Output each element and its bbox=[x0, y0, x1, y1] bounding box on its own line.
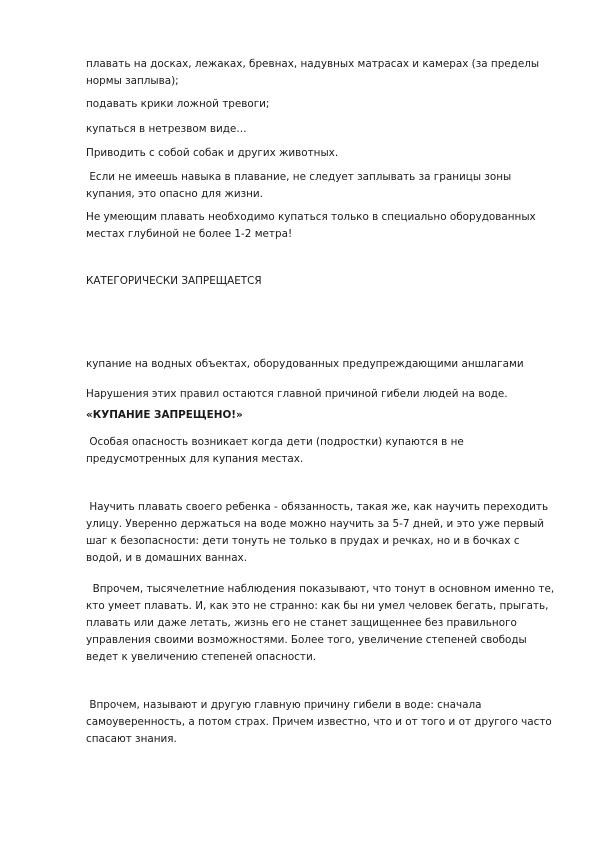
paragraph-6: Не умеющим плавать необходимо купаться только в специально оборудованных местах глубиной не более 1-2 метра! bbox=[86, 211, 540, 240]
paragraph-4: Приводить с собой собак и других животных. bbox=[86, 147, 339, 159]
paragraph-3: купаться в нетрезвом виде… bbox=[86, 123, 247, 135]
paragraph-8: Особая опасность возникает когда дети (подростки) купаются в не предусмотренных для купания местах. bbox=[86, 436, 468, 465]
paragraph-5: Если не имеешь навыка в плавание, не следует заплывать за границы зоны купания, это опасно для жизни. bbox=[86, 171, 515, 200]
paragraph-11: Впрочем, называют и другую главную причину гибели в воде: сначала самоуверенность, а потом страх. Причем известно, что и от того и от другого часто спасают знания. bbox=[86, 699, 556, 745]
paragraph-2: подавать крики ложной тревоги; bbox=[86, 98, 270, 110]
paragraph-1: плавать на досках, лежаках, бревнах, надувных матрасах и камерах (за пределы нормы заплыва); bbox=[86, 58, 543, 87]
paragraph-9: Научить плавать своего ребенка - обязанность, такая же, как научить переходить улицу. Уверенно держаться на воде можно научить за 5-7 дней, и это уже первый шаг к безопасности: дети тонуть не только в прудах и речках, но и в бочках с водой, и в домашних ваннах. bbox=[86, 501, 552, 564]
section-heading: КАТЕГОРИЧЕСКИ ЗАПРЕЩАЕТСЯ bbox=[86, 275, 262, 287]
paragraph-10: Впрочем, тысячелетние наблюдения показывают, что тонут в основном именно те, кто умеет плавать. И, как это не странно: как бы ни умел человек бегать, прыгать, плавать или даже летать, жизнь его не станет защищеннее без правильного управления своими возможностями. Более того, увеличение степеней свободы ведет к увеличению степеней опасности. bbox=[86, 583, 558, 663]
paragraph-7: Нарушения этих правил остаются главной причиной гибели людей на воде. bbox=[86, 388, 508, 400]
prohibition-text: купание на водных объектах, оборудованных предупреждающими аншлагами bbox=[86, 358, 524, 370]
prohibition-sign: «КУПАНИЕ ЗАПРЕЩЕНО!» bbox=[86, 409, 243, 421]
